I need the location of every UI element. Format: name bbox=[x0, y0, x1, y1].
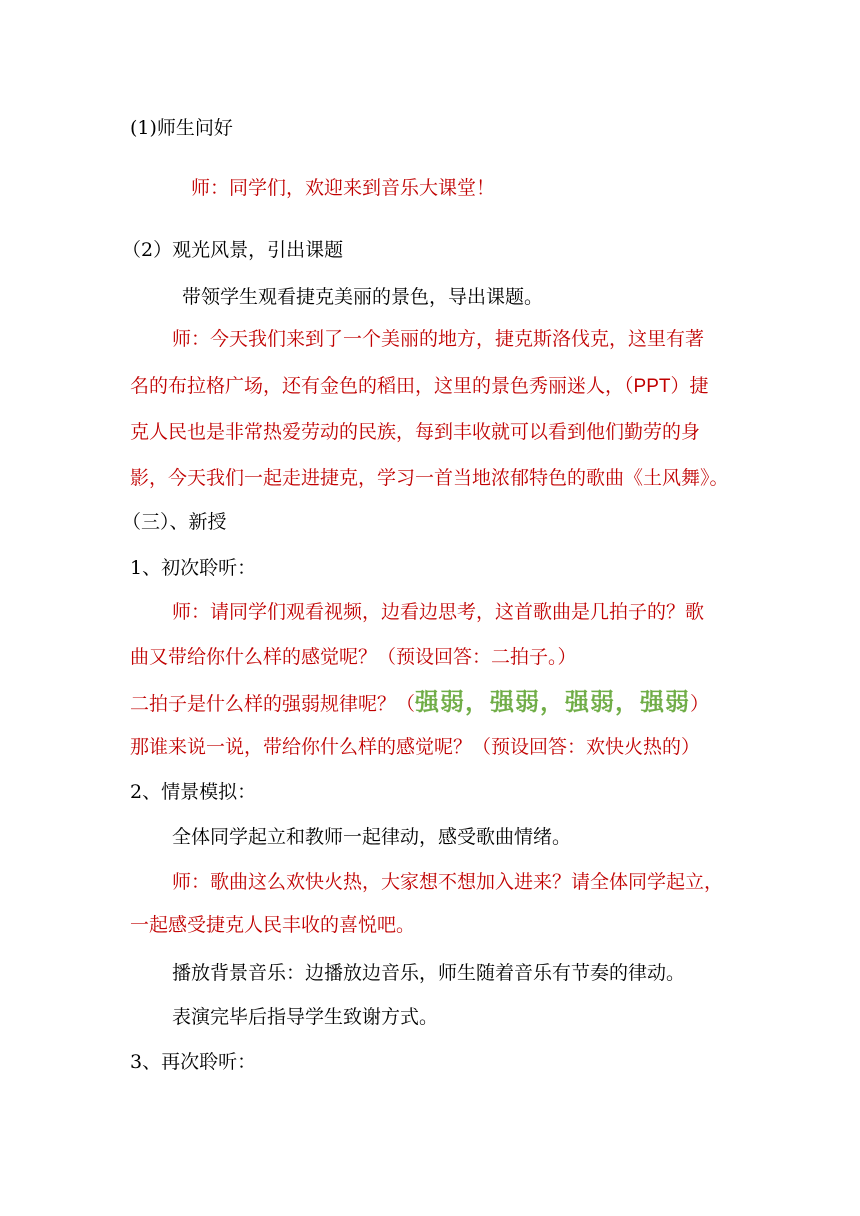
text-span: 二拍子是什么样的强弱规律呢？（ bbox=[130, 693, 416, 715]
teacher-line: 师：同学们，欢迎来到音乐大课堂！ bbox=[191, 177, 496, 199]
paragraph: 带领学生观看捷克美丽的景色，导出课题。 bbox=[182, 286, 544, 308]
paragraph: 表演完毕后指导学生致谢方式。 bbox=[172, 1006, 439, 1028]
rhythm-pattern: 强弱，强弱，强弱，强弱 bbox=[415, 687, 691, 716]
heading-new-lesson: （三）、新授 bbox=[122, 511, 227, 533]
heading-scenario: 2、情景模拟： bbox=[130, 781, 257, 803]
paragraph: 播放背景音乐：边播放边音乐，师生随着音乐有节奏的律动。 bbox=[172, 962, 686, 984]
teacher-line: 师：请同学们观看视频，边看边思考，这首歌曲是几拍子的？歌 bbox=[172, 601, 705, 623]
teacher-line: 一起感受捷克人民丰收的喜悦吧。 bbox=[130, 914, 416, 936]
teacher-line: 影，今天我们一起走进捷克，学习一首当地浓郁特色的歌曲《土风舞》。 bbox=[130, 467, 729, 489]
teacher-line: 那谁来说一说，带给你什么样的感觉呢？（预设回答：欢快火热的） bbox=[130, 736, 701, 758]
teacher-line bbox=[130, 687, 710, 716]
heading-greeting: (1)师生问好 bbox=[130, 117, 233, 139]
teacher-line: 曲又带给你什么样的感觉呢？（预设回答：二拍子。） bbox=[130, 646, 577, 668]
teacher-line: 师：歌曲这么欢快火热，大家想不想加入进来？请全体同学起立， bbox=[172, 871, 724, 893]
text-span: ） bbox=[690, 693, 710, 715]
teacher-line bbox=[130, 374, 708, 399]
teacher-line: 师：今天我们来到了一个美丽的地方，捷克斯洛伐克，这里有著 bbox=[172, 328, 705, 350]
text-span: PPT bbox=[633, 376, 671, 397]
teacher-line: 克人民也是非常热爱劳动的民族，每到丰收就可以看到他们勤劳的身 bbox=[130, 421, 701, 443]
heading-second-listen: 3、再次聆听： bbox=[130, 1051, 257, 1073]
heading-scenery: （2）观光风景，引出课题 bbox=[122, 239, 344, 261]
text-span: 名的布拉格广场，还有金色的稻田，这里的景色秀丽迷人，（ bbox=[130, 375, 634, 397]
heading-first-listen: 1、初次聆听： bbox=[130, 557, 257, 579]
paragraph: 全体同学起立和教师一起律动，感受歌曲情绪。 bbox=[172, 826, 572, 848]
text-span: ）捷 bbox=[670, 375, 709, 397]
